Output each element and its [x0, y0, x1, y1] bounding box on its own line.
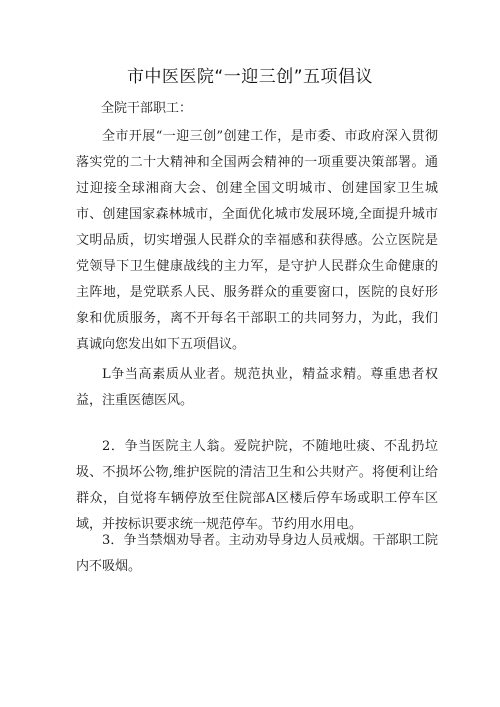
paragraph-proposal-2: 2．争当医院主人翁。爱院护院，不随地吐痰、不乱扔垃圾、不损坏公物,维护医院的清洁卫生和公共财产。将便利让给群众，自觉将车辆停放至住院部A区楼后停车场或职工停车区域，并按标识要求统一规范停车。节约用水用电。 — [76, 439, 438, 532]
paragraph-proposal-1: L争当高素质从业者。规范执业，精益求精。尊重患者权益，注重医德医风。 — [76, 367, 438, 408]
document-title: 市中医医院“一迎三创”五项倡议 — [126, 67, 374, 87]
paragraph-proposal-3: 3．争当禁烟劝导者。主动劝导身边人员戒烟。干部职工院内不吸烟。 — [76, 533, 438, 574]
paragraph-intro: 全市开展“一迎三创”创建工作，是市委、市政府深入贯彻落实党的二十大精神和全国两会精神的一项重要决策部署。通过迎接全球湘商大会、创建全国文明城市、创建国家卫生城市、创建国家森林城市，全面优化城市发展环境,全面提升城市文明品质，切实增强人民群众的幸福感和获得感。公立医院是党领导下卫生健康战线的主力军，是守护人民群众生命健康的主阵地，是党联系人民、服务群众的重要窗口，医院的良好形象和优质服务，离不开每名干部职工的共同努力，为此，我们真诚向您发出如下五项倡议。 — [76, 129, 438, 352]
salutation: 全院干部职工： — [101, 101, 193, 116]
